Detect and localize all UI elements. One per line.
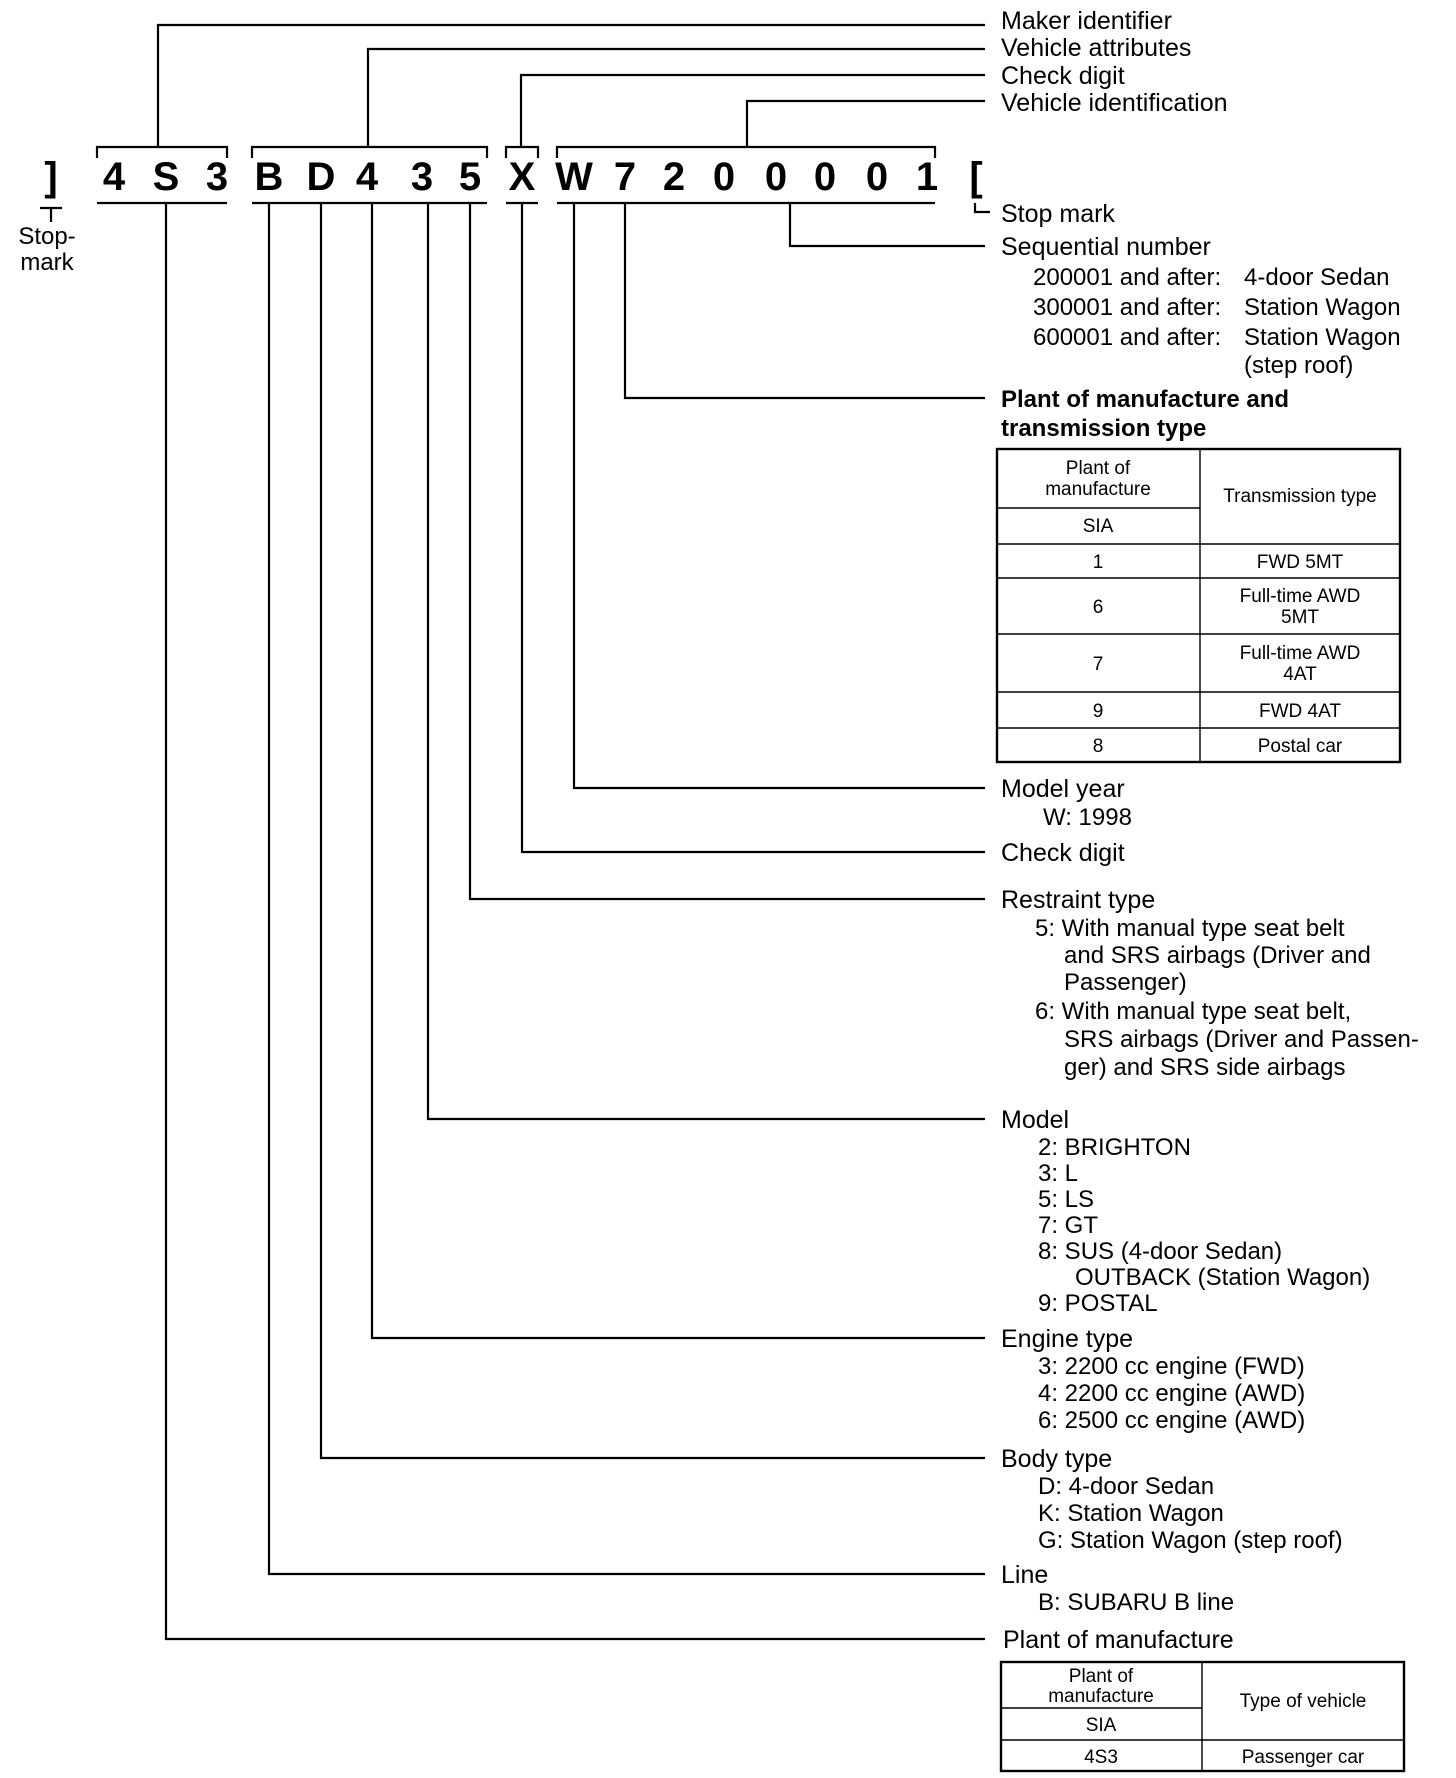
trans-row-5-type: Postal car [1257, 736, 1343, 757]
stop-bracket-left: ] [44, 155, 58, 199]
plant-header-plant-1: Plant of [1068, 1666, 1134, 1687]
trans-row-5-code: 8 [1092, 736, 1104, 757]
sequential-title: Sequential number [1001, 233, 1211, 261]
label-stop-mark: Stop mark [1001, 200, 1115, 228]
check-digit-title: Check digit [1001, 839, 1125, 867]
vin-char-13: 0 [712, 155, 736, 199]
restraint-line-4: 6: With manual type seat belt, [1035, 998, 1352, 1025]
label-vehicle-attributes: Vehicle attributes [1001, 34, 1192, 62]
trans-row-2-type-1: Full-time AWD [1239, 586, 1361, 607]
vin-char-5: D [306, 155, 336, 199]
stop-mark-left-tick [40, 208, 62, 222]
line-title: Line [1001, 1561, 1049, 1589]
plant-header-sub: SIA [1085, 1715, 1117, 1736]
engine-line-2: 4: 2200 cc engine (AWD) [1038, 1380, 1306, 1407]
leader-attributes [368, 49, 985, 147]
vin-char-6: 4 [355, 155, 379, 199]
trans-row-3-code: 7 [1092, 654, 1104, 675]
model-line-5: 8: SUS (4-door Sedan) [1038, 1238, 1283, 1265]
model-line-2: 3: L [1038, 1160, 1079, 1187]
leader-line [269, 203, 985, 1574]
trans-row-1-code: 1 [1092, 552, 1104, 573]
body-line-2: K: Station Wagon [1038, 1500, 1224, 1527]
vin-char-2: S [152, 155, 180, 199]
leader-model [428, 203, 985, 1119]
trans-row-2-type-2: 5MT [1281, 607, 1319, 628]
trans-header-sub: SIA [1082, 516, 1114, 537]
sequential-key-2: 300001 and after: [1033, 294, 1222, 321]
line-line-1: B: SUBARU B line [1038, 1589, 1235, 1616]
model-line-1: 2: BRIGHTON [1038, 1134, 1191, 1161]
label-maker-identifier: Maker identifier [1001, 7, 1172, 35]
leader-check [521, 75, 985, 147]
sequential-key-1: 200001 and after: [1033, 264, 1222, 291]
sequential-extra: (step roof) [1244, 352, 1354, 379]
restraint-line-2: and SRS airbags (Driver and [1064, 942, 1371, 969]
stop-mark-right-leader [975, 203, 990, 212]
plant-header-type: Type of vehicle [1239, 1691, 1367, 1712]
leader-plant [166, 203, 985, 1639]
plant-trans-title-2: transmission type [1001, 415, 1207, 442]
trans-header-plant-1: Plant of [1065, 458, 1131, 479]
vin-char-15: 0 [813, 155, 837, 199]
model-year-line-1: W: 1998 [1043, 804, 1132, 831]
plant-row-type: Passenger car [1241, 1747, 1365, 1768]
vin-char-12: 2 [662, 155, 686, 199]
label-vehicle-identification: Vehicle identification [1001, 89, 1228, 117]
vin-char-16: 0 [865, 155, 889, 199]
trans-row-4-type: FWD 4AT [1259, 701, 1341, 722]
plant-table [1001, 1662, 1404, 1771]
vin-char-17: 1 [915, 155, 939, 199]
vin-char-9: X [508, 155, 536, 199]
restraint-line-1: 5: With manual type seat belt [1035, 915, 1345, 942]
stop-bracket-right: [ [969, 155, 983, 199]
restraint-line-5: SRS airbags (Driver and Passen- [1064, 1026, 1419, 1053]
transmission-table [997, 449, 1400, 762]
sequential-val-2: Station Wagon [1244, 294, 1401, 321]
sequential-key-3: 600001 and after: [1033, 324, 1222, 351]
engine-line-1: 3: 2200 cc engine (FWD) [1038, 1353, 1305, 1380]
vin-char-7: 3 [410, 155, 434, 199]
trans-header-plant-2: manufacture [1045, 479, 1151, 500]
trans-row-1-type: FWD 5MT [1256, 552, 1344, 573]
sequential-val-3: Station Wagon [1244, 324, 1401, 351]
leader-body [321, 203, 985, 1458]
engine-title: Engine type [1001, 1325, 1134, 1353]
leader-restraint [470, 203, 985, 899]
engine-line-3: 6: 2500 cc engine (AWD) [1038, 1407, 1306, 1434]
restraint-title: Restraint type [1001, 886, 1156, 914]
leader-check-digit [522, 203, 985, 852]
model-line-7: 9: POSTAL [1038, 1290, 1158, 1317]
plant-row-code: 4S3 [1084, 1747, 1118, 1768]
vin-char-8: 5 [458, 155, 482, 199]
restraint-line-6: ger) and SRS side airbags [1064, 1054, 1346, 1081]
trans-row-4-code: 9 [1092, 701, 1104, 722]
leader-engine [372, 203, 985, 1338]
restraint-line-3: Passenger) [1064, 969, 1187, 996]
trans-row-3-type-1: Full-time AWD [1239, 643, 1361, 664]
plant-header-plant-2: manufacture [1048, 1686, 1154, 1707]
vin-char-3: 3 [205, 155, 229, 199]
stop-mark-left-line1: Stop- [18, 223, 76, 250]
plant-trans-title-1: Plant of manufacture and [1001, 386, 1290, 413]
vin-char-11: 7 [613, 155, 637, 199]
leader-maker [158, 25, 985, 147]
plant-title: Plant of manufacture [1003, 1626, 1234, 1654]
vin-char-1: 4 [102, 155, 126, 199]
model-line-3: 5: LS [1038, 1186, 1095, 1213]
vin-char-10: W [555, 155, 593, 199]
trans-row-3-type-2: 4AT [1283, 664, 1317, 685]
leader-identification [747, 101, 985, 147]
model-title: Model [1001, 1106, 1070, 1134]
sequential-val-1: 4-door Sedan [1244, 264, 1390, 291]
trans-row-2-code: 6 [1092, 597, 1104, 618]
leader-model-year [574, 203, 985, 788]
trans-header-type: Transmission type [1223, 486, 1377, 507]
model-line-6: OUTBACK (Station Wagon) [1075, 1264, 1371, 1291]
model-year-title: Model year [1001, 775, 1125, 803]
stop-mark-left-line2: mark [20, 249, 74, 276]
vin-char-4: B [254, 155, 284, 199]
leader-sequential [790, 203, 985, 246]
body-line-1: D: 4-door Sedan [1038, 1473, 1215, 1500]
body-line-3: G: Station Wagon (step roof) [1038, 1527, 1343, 1554]
vin-char-14: 0 [764, 155, 788, 199]
body-title: Body type [1001, 1445, 1113, 1473]
model-line-4: 7: GT [1038, 1212, 1099, 1239]
leader-plant-trans [625, 203, 985, 398]
label-check-digit-top: Check digit [1001, 62, 1125, 90]
